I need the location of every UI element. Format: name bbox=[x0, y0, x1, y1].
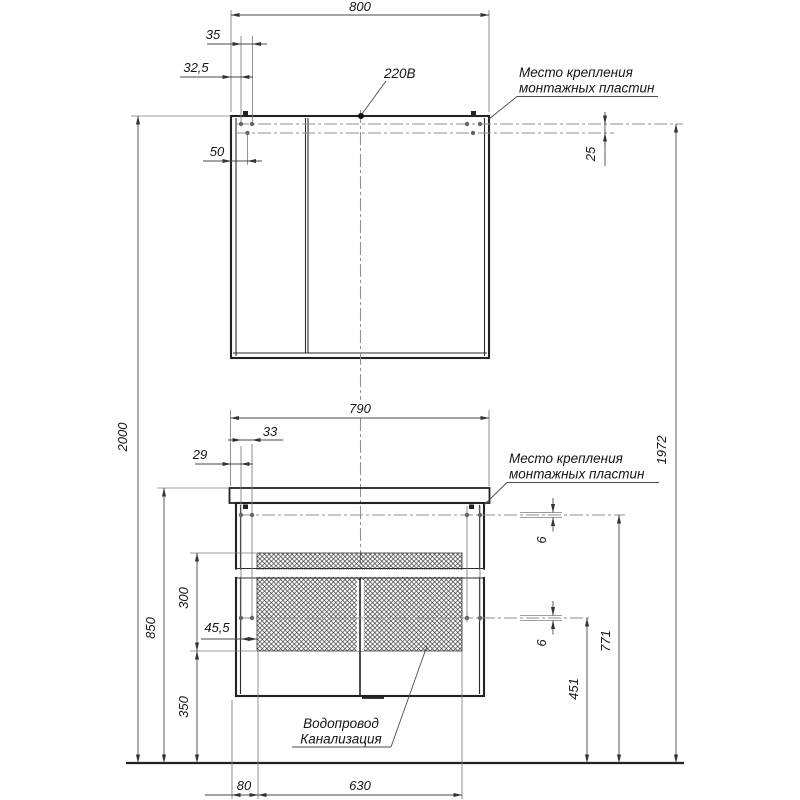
mounting-plates-label-line1: Место крепления bbox=[509, 451, 623, 466]
dim-text-service-zone-side-gap: 45,5 bbox=[204, 620, 230, 635]
callout-power bbox=[358, 66, 416, 119]
mounting-hole bbox=[239, 122, 243, 126]
dim-text-overall-height: 2000 bbox=[115, 422, 130, 452]
leader-line bbox=[489, 97, 517, 120]
power-label: 220В bbox=[384, 66, 416, 81]
mounting-hole bbox=[250, 122, 254, 126]
dim-lower-plate-thickness bbox=[520, 601, 562, 647]
dim-text-service-zone-floor-gap: 350 bbox=[176, 696, 191, 718]
dim-service-zone-floor-gap bbox=[176, 651, 197, 763]
mounting-hole bbox=[239, 616, 243, 620]
dim-text-lower-plate-height: 451 bbox=[566, 678, 581, 700]
hanger-bracket-right bbox=[471, 111, 476, 117]
dim-text-vanity-hole-edge-offset: 29 bbox=[192, 447, 208, 462]
mounting-plates-label-line2: монтажных пластин bbox=[509, 466, 645, 482]
dim-text-vanity-top-height: 850 bbox=[143, 617, 158, 639]
dim-text-vanity-hole-pitch: 33 bbox=[262, 424, 278, 439]
mounting-hole bbox=[250, 616, 254, 620]
dim-text-mirror-lower-hole-offset: 50 bbox=[209, 144, 225, 159]
dim-mirror-plate-height bbox=[654, 124, 676, 763]
dim-upper-plate-height bbox=[598, 515, 619, 763]
dim-service-zone-height bbox=[176, 553, 256, 651]
callout-mounting-plates-bottom bbox=[484, 451, 659, 505]
mirror-mounting-lines bbox=[236, 36, 683, 165]
mounting-hole bbox=[465, 513, 469, 517]
dim-text-mirror-hole-pitch: 35 bbox=[205, 27, 221, 42]
dim-upper-plate-thickness bbox=[520, 498, 562, 544]
mounting-hole bbox=[465, 122, 469, 126]
dim-text-service-zone-width: 630 bbox=[349, 778, 371, 793]
mounting-hole bbox=[250, 513, 254, 517]
dim-mirror-hole-edge-offset bbox=[180, 60, 253, 77]
dim-text-service-zone-left-offset: 80 bbox=[236, 778, 252, 793]
dim-text-mirror-plate-line-gap: 25 bbox=[583, 146, 598, 162]
mounting-hole bbox=[478, 616, 482, 620]
hanger-bracket-left bbox=[243, 111, 248, 117]
mounting-hole bbox=[465, 616, 469, 620]
dim-text-lower-plate-thickness: 6 bbox=[534, 639, 549, 647]
vanity-cabinet bbox=[230, 488, 490, 698]
dim-text-vanity-width: 790 bbox=[349, 401, 371, 416]
power-connection-point bbox=[358, 113, 364, 119]
mounting-hole bbox=[478, 122, 482, 126]
dim-vanity-hole-edge-offset bbox=[192, 447, 253, 464]
dim-text-mirror-plate-height: 1972 bbox=[654, 435, 669, 465]
dim-text-mirror-hole-edge-offset: 32,5 bbox=[183, 60, 209, 75]
dim-overall-height bbox=[115, 116, 231, 763]
hanger-bracket-right bbox=[469, 505, 474, 510]
leader-line bbox=[484, 483, 507, 506]
dim-text-upper-plate-thickness: 6 bbox=[534, 536, 549, 544]
utilities-label-line1: Водопровод bbox=[303, 716, 379, 731]
callout-mounting-plates-top bbox=[489, 65, 658, 119]
dim-mirror-plate-line-gap bbox=[583, 112, 605, 166]
dim-vanity-width bbox=[231, 400, 490, 486]
dim-text-service-zone-height: 300 bbox=[176, 587, 191, 609]
dim-vanity-hole-pitch bbox=[228, 424, 283, 440]
mounting-hole bbox=[478, 513, 482, 517]
mounting-hole bbox=[245, 131, 249, 135]
mounting-hole bbox=[239, 513, 243, 517]
dim-service-zone-side-gap bbox=[201, 620, 257, 639]
mounting-plates-label-line1: Место крепления bbox=[519, 65, 633, 80]
hanger-bracket-left bbox=[243, 505, 248, 510]
mounting-plates-label-line2: монтажных пластин bbox=[519, 80, 655, 96]
dim-text-mirror-width: 800 bbox=[349, 0, 371, 14]
dim-mirror-width bbox=[231, 0, 489, 112]
dim-text-upper-plate-height: 771 bbox=[598, 630, 613, 652]
dim-mirror-lower-hole-offset bbox=[203, 144, 262, 161]
mounting-hole bbox=[471, 131, 475, 135]
drawer-gap-band bbox=[232, 570, 488, 577]
dim-mirror-hole-pitch bbox=[206, 27, 267, 44]
vanity-countertop bbox=[230, 488, 490, 503]
utilities-label-line2: Канализация bbox=[300, 731, 382, 747]
dim-lower-plate-height bbox=[566, 618, 587, 763]
